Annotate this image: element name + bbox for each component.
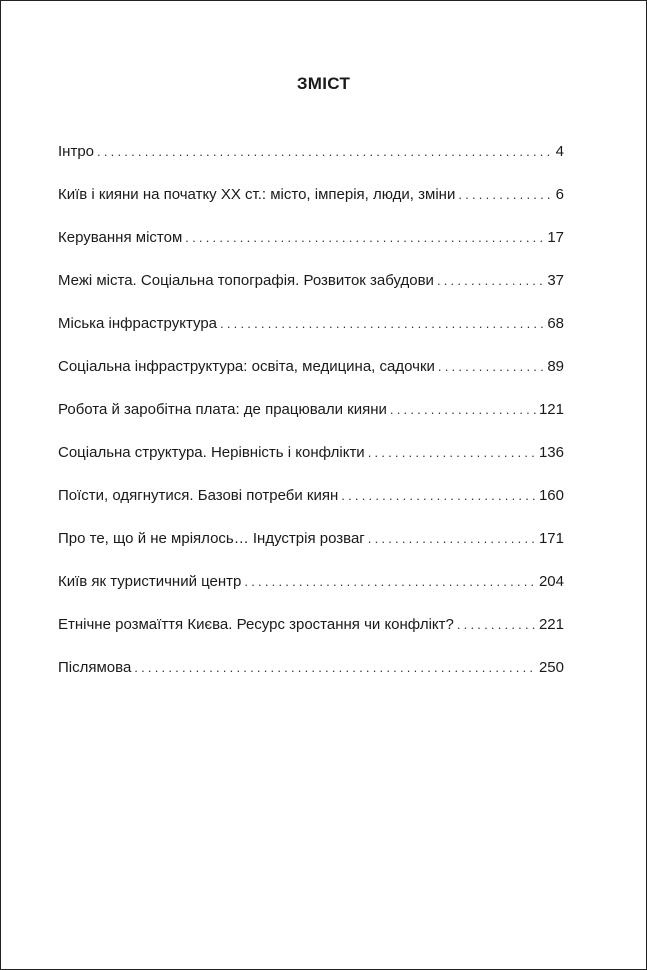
page-title: ЗМІСТ	[296, 74, 351, 93]
dot-leader	[244, 570, 536, 594]
toc-entry-page: 121	[538, 401, 564, 418]
toc-entry-title: Межі міста. Соціальна топографія. Розвиток забудови	[58, 272, 434, 289]
toc-entry-page: 221	[538, 616, 564, 633]
toc-entry[interactable]	[58, 269, 564, 312]
toc-entry-page: 204	[538, 573, 564, 590]
toc-entry[interactable]	[58, 183, 564, 226]
toc-entry-title: Соціальна структура. Нерівність і конфлікти	[58, 444, 365, 461]
toc-entry-title: Про те, що й не мріялось… Індустрія розваг	[58, 530, 365, 547]
toc-entry-page: 250	[538, 659, 564, 676]
dot-leader	[97, 140, 553, 164]
dot-leader	[220, 312, 544, 336]
toc-entry[interactable]	[58, 312, 564, 355]
toc-entry-title: Київ і кияни на початку ХХ ст.: місто, імперія, люди, зміни	[58, 186, 456, 203]
dot-leader	[437, 269, 544, 293]
toc-entry-title: Соціальна інфраструктура: освіта, медицина, садочки	[58, 358, 435, 375]
toc-entry-page: 160	[538, 487, 564, 504]
toc-entry-page: 17	[547, 229, 564, 246]
dot-leader	[457, 613, 536, 637]
dot-leader	[390, 398, 536, 422]
toc-entry[interactable]	[58, 484, 564, 527]
toc-entry[interactable]	[58, 355, 564, 398]
toc-entry-title: Міська інфраструктура	[58, 315, 218, 332]
toc-entry-title: Післямова	[58, 659, 132, 676]
toc-entry[interactable]	[58, 613, 564, 656]
toc-entry-title: Етнічне розмаїття Києва. Ресурс зростання чи конфлікт?	[58, 616, 454, 633]
toc-entry-page: 37	[547, 272, 564, 289]
dot-leader	[368, 527, 536, 551]
toc-entry[interactable]	[58, 226, 564, 269]
toc-entry-title: Керування містом	[58, 229, 183, 246]
toc-entry-page: 4	[555, 143, 564, 160]
toc-entry[interactable]	[58, 570, 564, 613]
toc-entry-page: 136	[538, 444, 564, 461]
toc-entry[interactable]	[58, 398, 564, 441]
toc-entry-page: 68	[547, 315, 564, 332]
dot-leader	[458, 183, 552, 207]
toc-entry-title: Інтро	[58, 143, 95, 160]
toc-entry-page: 6	[555, 186, 564, 203]
dot-leader	[438, 355, 544, 379]
dot-leader	[341, 484, 536, 508]
toc-entry-title: Робота й заробітна плата: де працювали кияни	[58, 401, 387, 418]
toc-entry-page: 171	[538, 530, 564, 547]
toc-entry[interactable]	[58, 441, 564, 484]
toc-entry[interactable]	[58, 656, 564, 699]
toc-entry-title: Київ як туристичний центр	[58, 573, 242, 590]
toc-entry[interactable]	[58, 527, 564, 570]
toc-entry-page: 89	[547, 358, 564, 375]
toc-entry[interactable]	[58, 140, 564, 183]
dot-leader	[134, 656, 536, 680]
table-of-contents	[58, 140, 564, 699]
dot-leader	[368, 441, 536, 465]
dot-leader	[185, 226, 544, 250]
toc-entry-title: Поїсти, одягнутися. Базові потреби киян	[58, 487, 339, 504]
